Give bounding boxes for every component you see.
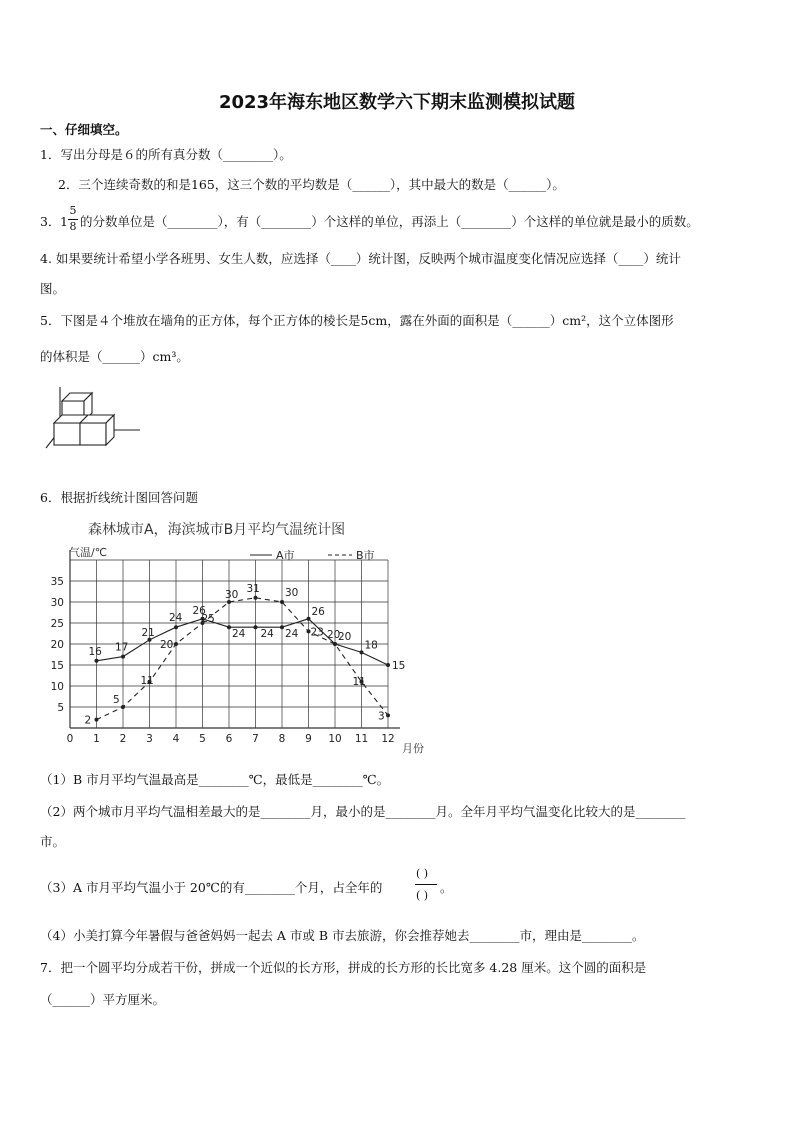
x-tick-label: 5 bbox=[199, 733, 206, 745]
data-label: 21 bbox=[141, 626, 155, 639]
answer-fraction-bar bbox=[415, 884, 437, 885]
mixed-number-whole: 1 bbox=[60, 214, 68, 229]
answer-fraction-denominator: ( ) bbox=[416, 889, 429, 902]
data-point bbox=[280, 600, 284, 604]
data-label: 26 bbox=[311, 605, 325, 618]
answer-fraction-numerator: ( ) bbox=[416, 867, 429, 880]
data-label: 11 bbox=[352, 675, 366, 688]
x-tick-label: 0 bbox=[66, 733, 74, 745]
data-point bbox=[386, 713, 390, 717]
question-6-2-line1: （2）两个城市月平均气温相差最大的是________月，最小的是________月。全年月平均气温变化比较大的是________ bbox=[40, 804, 686, 819]
question-6-3-text: （3）A 市月平均气温小于 20℃的有________个月，占全年的 bbox=[40, 880, 383, 895]
data-label: 20 bbox=[327, 629, 341, 641]
y-tick-label: 30 bbox=[50, 597, 64, 609]
x-tick-label: 8 bbox=[278, 733, 286, 745]
x-tick-label: 1 bbox=[93, 733, 100, 745]
question-6-2-line2: 市。 bbox=[40, 834, 66, 849]
data-point bbox=[333, 642, 337, 646]
data-point bbox=[360, 650, 364, 654]
y-tick-label: 5 bbox=[57, 702, 64, 714]
data-point bbox=[174, 625, 178, 629]
data-label: 25 bbox=[201, 613, 215, 625]
y-tick-label: 35 bbox=[50, 576, 64, 588]
question-6-1: （1）B 市月平均气温最高是________℃，最低是________℃。 bbox=[40, 772, 390, 787]
data-label: 17 bbox=[115, 641, 129, 654]
cubes-figure bbox=[40, 382, 150, 452]
series-line-b bbox=[97, 598, 389, 723]
y-axis-label: 气温/℃ bbox=[69, 546, 108, 559]
y-tick-label: 20 bbox=[50, 639, 64, 651]
data-point bbox=[280, 625, 284, 629]
section-heading: 一、仔细填空。 bbox=[40, 122, 128, 137]
x-tick-label: 12 bbox=[381, 733, 395, 745]
question-4-line2: 图。 bbox=[40, 281, 66, 296]
data-point bbox=[254, 625, 258, 629]
data-label: 20 bbox=[338, 631, 352, 643]
data-label: 2 bbox=[84, 714, 92, 727]
x-tick-label: 3 bbox=[146, 733, 153, 745]
data-point bbox=[95, 718, 99, 722]
x-tick-label: 11 bbox=[354, 733, 369, 745]
fraction-numerator: 5 bbox=[69, 204, 77, 217]
data-label: 30 bbox=[225, 589, 239, 601]
data-label: 15 bbox=[392, 660, 406, 672]
x-tick-label: 9 bbox=[305, 733, 312, 745]
data-label: 3 bbox=[378, 710, 385, 723]
x-axis-label: 月份 bbox=[402, 742, 424, 755]
page-title: 2023年海东地区数学六下期末监测模拟试题 bbox=[218, 92, 576, 113]
data-label: 26 bbox=[192, 604, 206, 617]
x-tick-label: 2 bbox=[119, 733, 127, 745]
data-point bbox=[307, 617, 311, 621]
data-label: 24 bbox=[260, 628, 274, 641]
data-point bbox=[386, 663, 390, 667]
y-tick-label: 25 bbox=[50, 618, 64, 630]
chart-series bbox=[85, 583, 406, 727]
data-point bbox=[227, 625, 231, 629]
data-label: 24 bbox=[285, 628, 299, 641]
data-label: 24 bbox=[169, 612, 183, 625]
question-5-line2: 的体积是（______）cm³。 bbox=[40, 349, 189, 364]
question-4-line1: 4. 如果要统计希望小学各班男、女生人数，应选择（____）统计图，反映两个城市温度变化情况应选择（____）统计 bbox=[40, 251, 681, 266]
question-3-number: 3． bbox=[40, 214, 61, 229]
question-6: 6．根据折线统计图回答问题 bbox=[40, 490, 198, 505]
data-label: 30 bbox=[285, 587, 299, 599]
x-tick-label: 10 bbox=[328, 733, 342, 745]
chart-title: 森林城市A，海滨城市B月平均气温统计图 bbox=[88, 522, 346, 538]
data-label: 23 bbox=[310, 626, 324, 639]
chart-ticks bbox=[51, 576, 395, 745]
data-label: 16 bbox=[88, 645, 102, 658]
question-6-3-end: 。 bbox=[440, 880, 453, 895]
question-5-line1: 5．下图是４个堆放在墙角的正方体，每个正方体的棱长是5cm，露在外面的面积是（______）cm²，这个立体图形 bbox=[40, 313, 674, 328]
data-point bbox=[121, 655, 125, 659]
temperature-line-chart bbox=[40, 512, 440, 762]
x-tick-label: 6 bbox=[225, 733, 233, 745]
question-2: 2．三个连续奇数的和是165，这三个数的平均数是（______），其中最大的数是（______）。 bbox=[58, 177, 565, 192]
data-label: 20 bbox=[160, 639, 174, 651]
question-7-line2: （______）平方厘米。 bbox=[40, 992, 166, 1007]
data-label: 11 bbox=[140, 674, 154, 687]
question-1: 1．写出分母是６的所有真分数（________）。 bbox=[40, 147, 292, 162]
data-point bbox=[121, 705, 125, 709]
question-3-text: 的分数单位是（________），有（________）个这样的单位，再添上（________）个这样的单位就是最小的质数。 bbox=[80, 214, 699, 229]
x-tick-label: 7 bbox=[252, 733, 259, 745]
data-point bbox=[174, 642, 178, 646]
data-label: 24 bbox=[232, 628, 246, 641]
y-tick-label: 15 bbox=[50, 660, 64, 672]
data-label: 18 bbox=[364, 639, 378, 652]
question-6-4: （4）小美打算今年暑假与爸爸妈妈一起去 A 市或 B 市去旅游，你会推荐她去________市，理由是________。 bbox=[40, 928, 645, 943]
question-7-line1: 7．把一个圆平均分成若干份，拼成一个近似的长方形，拼成的长方形的长比宽多 4.28 厘米。这个圆的面积是 bbox=[40, 960, 647, 975]
fraction-denominator: 8 bbox=[69, 220, 77, 233]
data-label: 31 bbox=[246, 582, 260, 595]
legend-label-a: A市 bbox=[276, 549, 295, 562]
x-tick-label: 4 bbox=[172, 733, 180, 745]
y-tick-label: 10 bbox=[50, 681, 64, 693]
data-point bbox=[254, 596, 258, 600]
data-label: 5 bbox=[113, 694, 120, 706]
data-point bbox=[95, 659, 99, 663]
legend-label-b: B市 bbox=[356, 549, 375, 562]
